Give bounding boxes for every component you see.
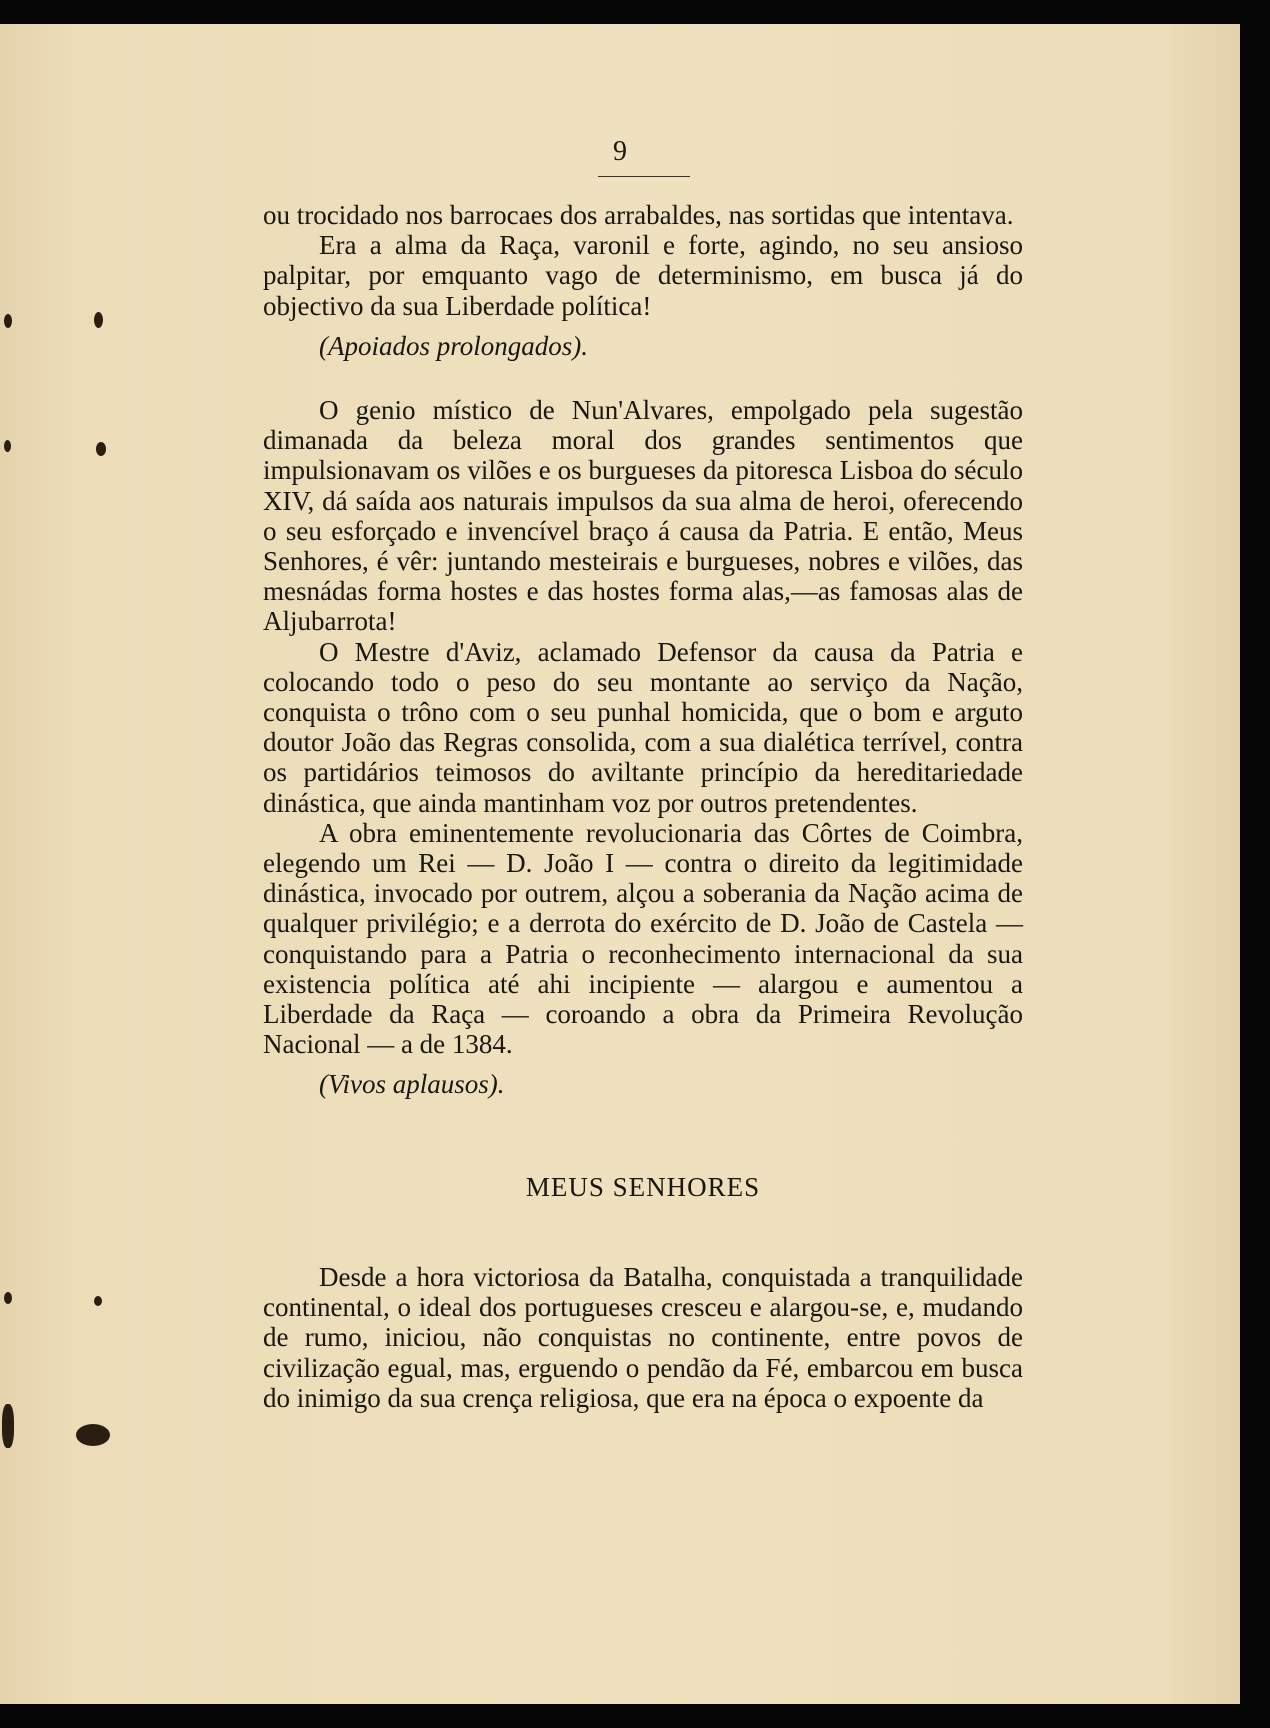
paragraph: O Mestre d'Aviz, aclamado Defensor da causa da Patria e colocando todo o peso do seu montante ao serviço da Nação, conquista o trôno com o seu punhal homicida, que o bom e arguto doutor João das Regras consolida, com a sua dialética terrível, contra os partidários teimosos do aviltante princípio da hereditariedade dinástica, que ainda mantinham voz por outros pretendentes. (263, 636, 1023, 818)
paragraph: O genio místico de Nun'Alvares, empolgado pela sugestão dimanada da beleza moral dos grandes sentimentos que impulsionavam os vilões e os burgueses da pitoresca Lisboa do século XIV, dá saída aos naturais impulsos da sua alma de heroi, oferecendo o seu esforçado e invencível braço á causa da Patria. E então, Meus Senhores, é vêr: juntando mesteirais e burgueses, nobres e vilões, das mesnádas forma hostes e das hostes forma alas,—as famosas alas de Aljubarrota! (263, 395, 1023, 637)
left-margin-spot (2, 1404, 14, 1448)
paragraph: ou trocidado nos barrocaes dos arrabaldes, nas sortidas que intentava. (263, 200, 1014, 230)
left-margin-spot (94, 1296, 102, 1306)
left-margin-spot (4, 314, 12, 328)
left-margin-spot (94, 312, 103, 328)
left-margin-spot (4, 440, 11, 452)
left-margin-spot (76, 1424, 110, 1446)
page-number-rule (598, 176, 690, 177)
applause-note: (Apoiados prolongados). (319, 330, 588, 361)
left-margin-spot (96, 442, 106, 456)
paragraph: Era a alma da Raça, varonil e forte, agindo, no seu ansioso palpitar, por emquanto vago de determinismo, em busca já do objectivo da sua Liberdade política! (263, 230, 1023, 321)
book-page (0, 24, 1240, 1704)
page-number: 9 (613, 136, 627, 167)
applause-note: (Vivos aplausos). (319, 1069, 505, 1100)
paragraph: A obra eminentemente revolucionaria das Côrtes de Coimbra, elegendo um Rei — D. João I — contra o direito da legitimidade dinástica, invocado por outrem, alçou a soberania da Nação acima de qualquer privilégio; e a derrota do exército de D. João de Castela — conquistando para a Patria o reconhecimento internacional da sua existencia política até ahi incipiente — alargou e aumentou a Liberdade da Raça — coroando a obra da Primeira Revolução Nacional — a de 1384. (263, 817, 1023, 1060)
section-heading: MEUS SENHORES (525, 1171, 761, 1202)
body-text (263, 200, 1023, 1413)
left-margin-spot (4, 1292, 12, 1304)
paragraph: Desde a hora victoriosa da Batalha, conquistada a tranquilidade continental, o ideal dos portugueses cresceu e alargou-se, e, mudando de rumo, iniciou, não conquistas no continente, entre povos de civilização egual, mas, erguendo o pendão da Fé, embarcou em busca do inimigo da sua crença religiosa, que era na época o expoente da (263, 1261, 1023, 1413)
